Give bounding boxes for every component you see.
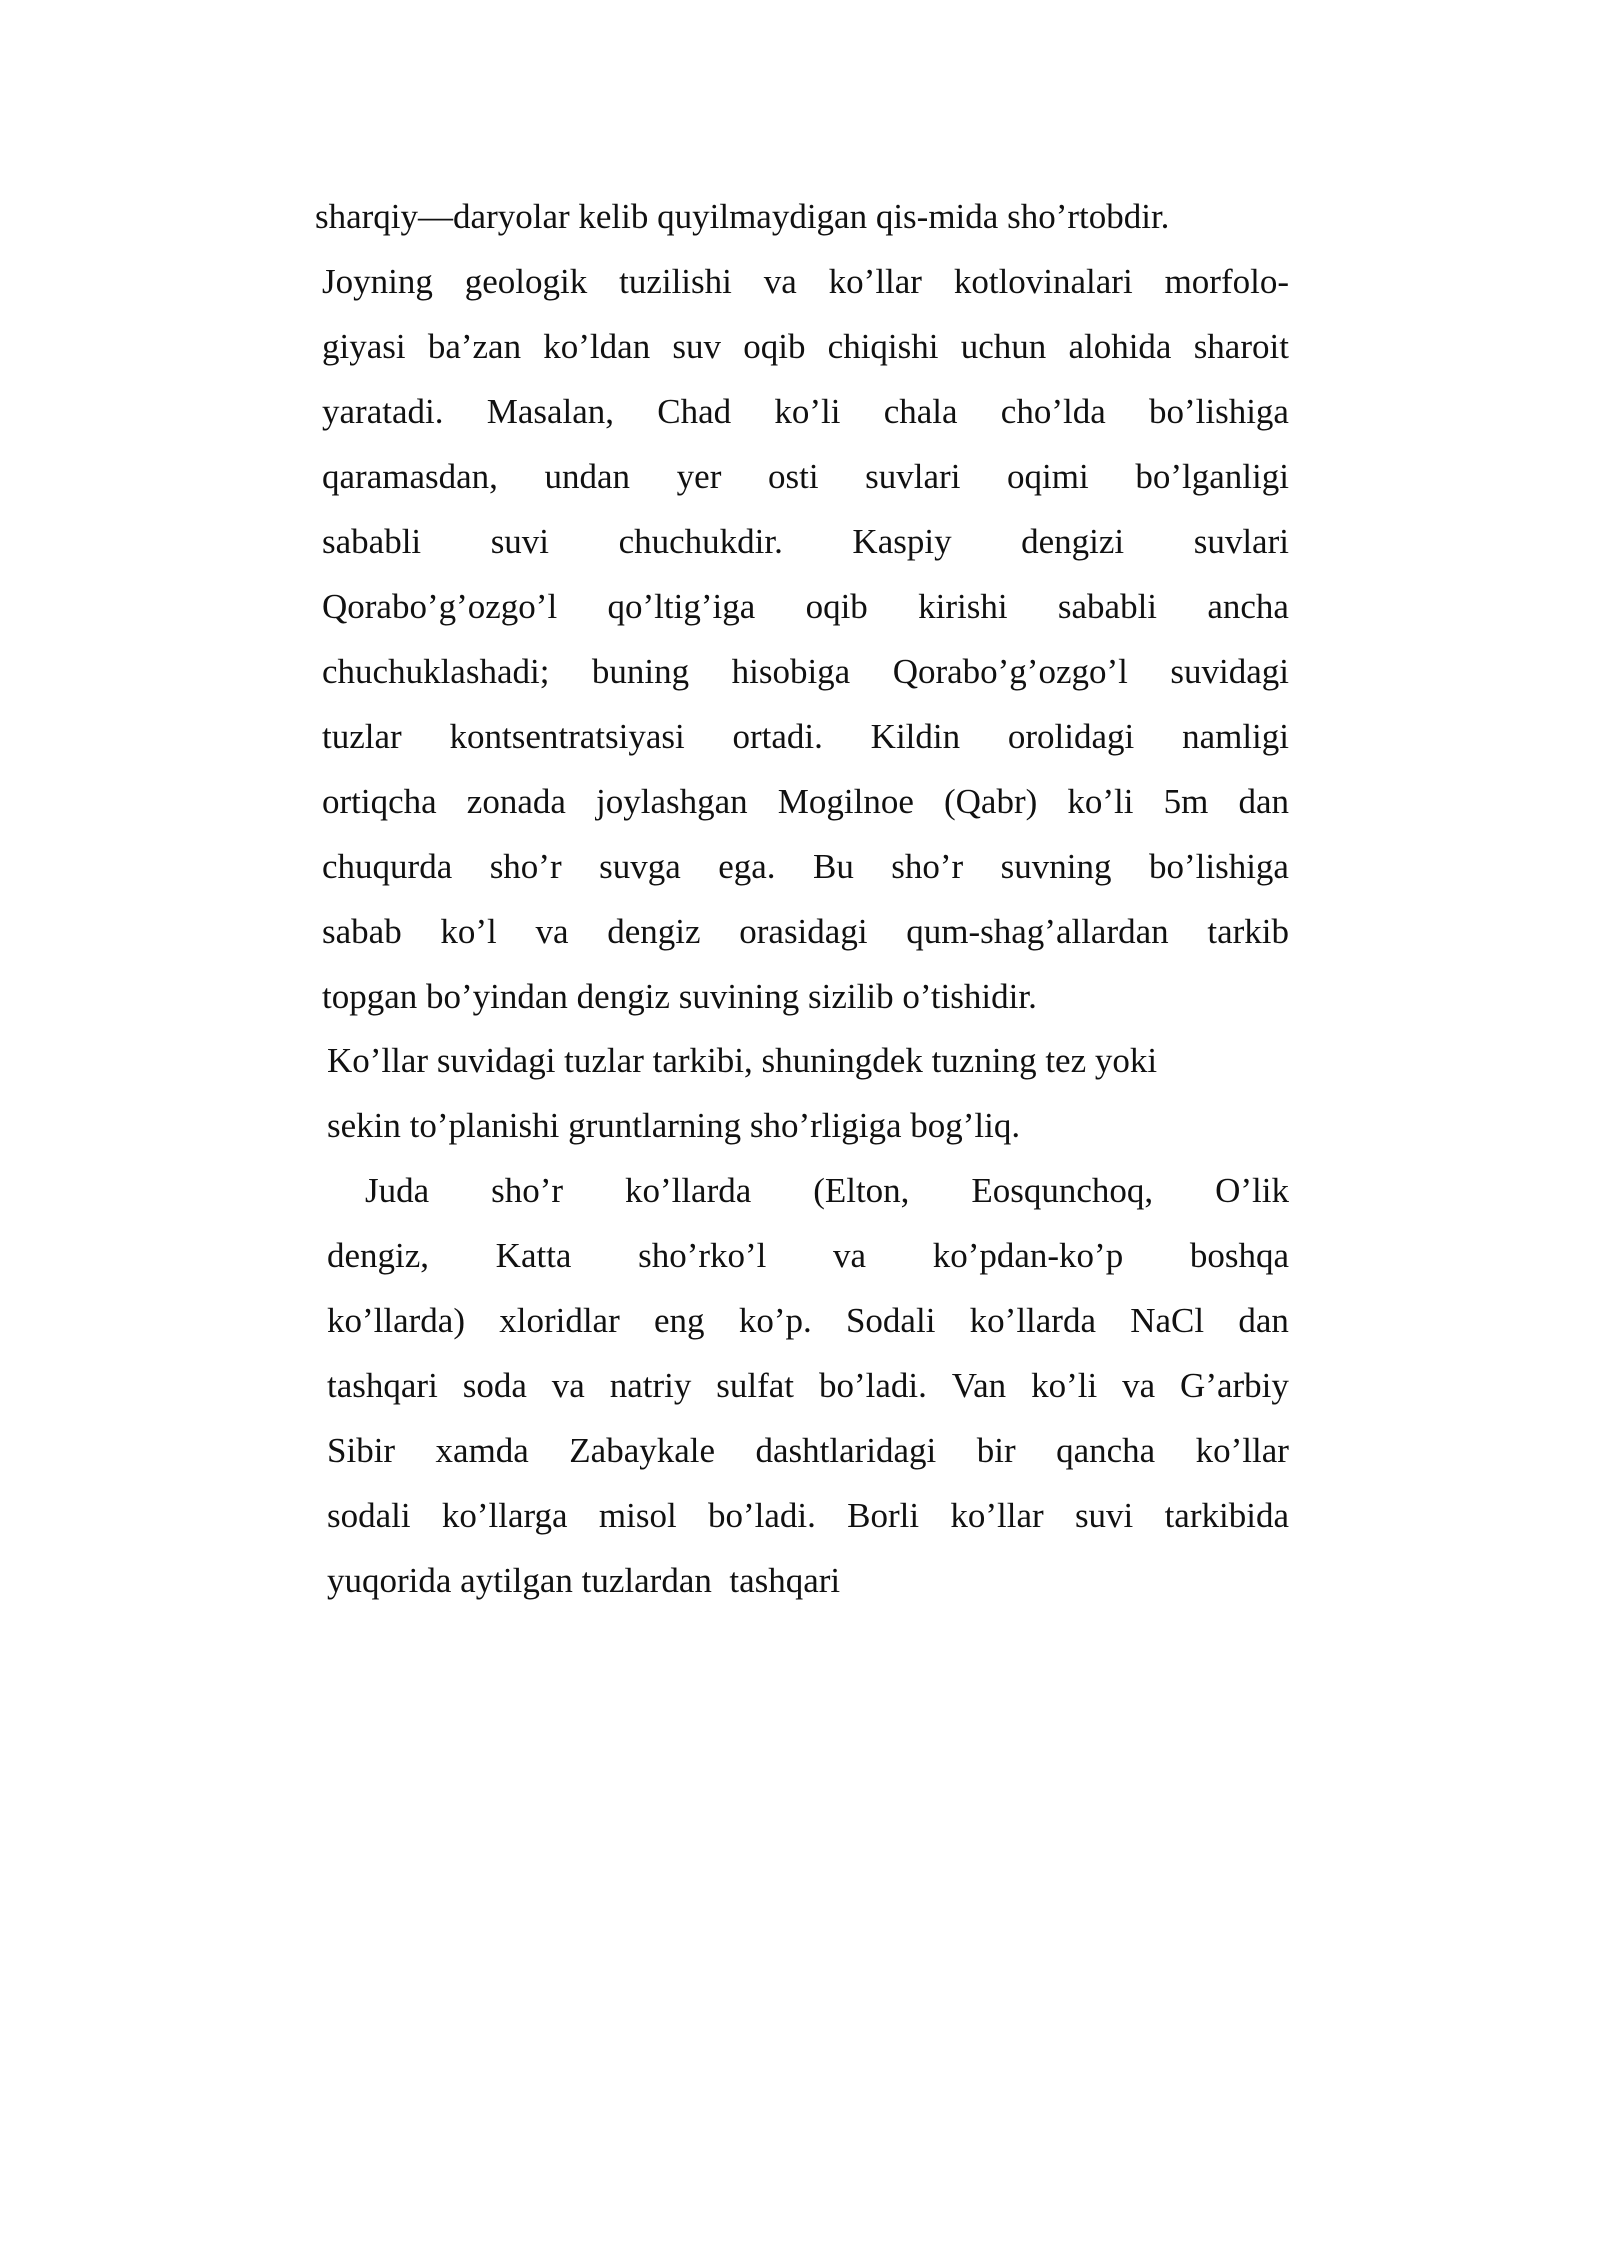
word: Borli — [847, 1496, 920, 1535]
word: bo’lganligi — [1135, 457, 1289, 496]
text-line: Ko’llar suvidagi tuzlar tarkibi, shuningdek tuzning tez yoki — [327, 1041, 1158, 1080]
word: Sibir — [327, 1431, 396, 1470]
word: soda — [462, 1366, 527, 1405]
word: Mogilnoe — [777, 782, 914, 821]
word: Kildin — [870, 717, 961, 756]
text-line: topgan bo’yindan dengiz suvining sizilib o’tishidir. — [322, 977, 1037, 1016]
word: sho’r — [491, 1171, 564, 1210]
word: ko’li — [774, 392, 841, 431]
word: chuchukdir. — [618, 522, 783, 561]
word: zonada — [466, 782, 566, 821]
word: ko’p. — [738, 1301, 812, 1340]
word: ba’zan — [427, 327, 522, 366]
text-line — [322, 574, 1289, 639]
word: ko’pdan-ko’p — [932, 1236, 1124, 1275]
word: orolidagi — [1007, 717, 1135, 756]
word: qancha — [1056, 1431, 1156, 1470]
word: chuchuklashadi; — [322, 652, 550, 691]
text-line — [322, 509, 1289, 574]
word: suvning — [1000, 847, 1112, 886]
word: xamda — [435, 1431, 529, 1470]
word: (Qabr) — [943, 782, 1038, 821]
word: dan — [1238, 1301, 1289, 1340]
word: Zabaykale — [569, 1431, 716, 1470]
word: natriy — [609, 1366, 692, 1405]
word: suvga — [599, 847, 681, 886]
word: ko’llar — [1195, 1431, 1289, 1470]
word: ko’li — [1067, 782, 1134, 821]
word: orasidagi — [739, 912, 868, 951]
paragraph-2 — [327, 1028, 1289, 1158]
word: suvi — [1074, 1496, 1134, 1535]
word: bo’ladi. — [707, 1496, 816, 1535]
word: Qorabo’g’ozgo’l — [892, 652, 1128, 691]
text-line — [327, 1223, 1289, 1288]
word: oqib — [805, 587, 868, 626]
word: suv — [672, 327, 722, 366]
word: ko’llarda — [969, 1301, 1096, 1340]
word: uchun — [960, 327, 1047, 366]
text-line — [322, 314, 1289, 379]
word: oqib — [743, 327, 806, 366]
word: Kaspiy — [852, 522, 952, 561]
word: ko’llar — [828, 262, 922, 301]
word: tashqari — [327, 1366, 438, 1405]
word: NaCl — [1130, 1301, 1205, 1340]
word: xloridlar — [499, 1301, 620, 1340]
word: sho’r — [891, 847, 964, 886]
word: ko’llarda) — [327, 1301, 465, 1340]
word: dengiz, — [327, 1236, 430, 1275]
word: buning — [591, 652, 690, 691]
word: Eosqunchoq, — [971, 1171, 1154, 1210]
text-line — [327, 1483, 1289, 1548]
word: chala — [883, 392, 958, 431]
word: va — [551, 1366, 585, 1405]
word: va — [1122, 1366, 1156, 1405]
word: 5m — [1163, 782, 1209, 821]
word: ko’l — [440, 912, 497, 951]
text-line — [327, 1288, 1289, 1353]
word: misol — [598, 1496, 677, 1535]
word: sharoit — [1193, 327, 1289, 366]
text-line — [322, 639, 1289, 704]
word: sulfat — [716, 1366, 795, 1405]
text-line — [322, 769, 1289, 834]
word: va — [833, 1236, 867, 1275]
paragraph-3 — [327, 1158, 1289, 1613]
text-line — [327, 1418, 1289, 1483]
word: (Elton, — [813, 1171, 910, 1210]
word: G’arbiy — [1180, 1366, 1289, 1405]
word: Sodali — [845, 1301, 936, 1340]
word: bir — [976, 1431, 1016, 1470]
text-line — [322, 249, 1289, 314]
word: qaramasdan, — [322, 457, 498, 496]
word: ko’li — [1031, 1366, 1098, 1405]
word: yer — [676, 457, 722, 496]
word: va — [535, 912, 569, 951]
word: ko’ldan — [543, 327, 651, 366]
word: ancha — [1207, 587, 1289, 626]
word: Van — [951, 1366, 1007, 1405]
word: sababli — [322, 522, 422, 561]
word: chiqishi — [827, 327, 939, 366]
word: Qorabo’g’ozgo’l — [322, 587, 558, 626]
word: bo’lishiga — [1148, 392, 1289, 431]
word: suvlari — [865, 457, 961, 496]
text-line — [322, 899, 1289, 964]
word: Masalan, — [486, 392, 615, 431]
word: oqimi — [1007, 457, 1089, 496]
word: hisobiga — [731, 652, 851, 691]
text-line: sekin to’planishi gruntlarning sho’rligiga bog’liq. — [327, 1106, 1021, 1145]
word: suvi — [490, 522, 550, 561]
word: ko’llar — [950, 1496, 1044, 1535]
word: ega. — [718, 847, 776, 886]
word: kirishi — [918, 587, 1008, 626]
word: kotlovinalari — [953, 262, 1133, 301]
word: sho’r — [489, 847, 562, 886]
paragraph-1 — [315, 184, 1289, 1029]
text-line — [322, 444, 1289, 509]
word: qum-shag’allardan — [906, 912, 1169, 951]
word: boshqa — [1189, 1236, 1289, 1275]
text-line — [327, 1158, 1289, 1223]
word: Joyning — [322, 262, 433, 301]
word: tarkib — [1207, 912, 1289, 951]
word: ortadi. — [732, 717, 823, 756]
word: Bu — [812, 847, 854, 886]
word: geologik — [464, 262, 588, 301]
word: eng — [654, 1301, 705, 1340]
word: alohida — [1068, 327, 1172, 366]
text-line — [322, 834, 1289, 899]
word: dengiz — [607, 912, 701, 951]
word: qo’ltig’iga — [607, 587, 756, 626]
word: tarkibida — [1164, 1496, 1289, 1535]
word: sho’rko’l — [638, 1236, 767, 1275]
word: joylashgan — [596, 782, 748, 821]
word: cho’lda — [1000, 392, 1106, 431]
word: dan — [1238, 782, 1289, 821]
word: Katta — [495, 1236, 572, 1275]
word: tuzlar — [322, 717, 402, 756]
word: sabab — [322, 912, 402, 951]
word: Juda — [365, 1171, 430, 1210]
word: sodali — [327, 1496, 411, 1535]
text-line — [327, 1353, 1289, 1418]
word: ortiqcha — [322, 782, 437, 821]
word: suvidagi — [1170, 652, 1289, 691]
text-line — [322, 379, 1289, 444]
word: sababli — [1057, 587, 1158, 626]
word: bo’lishiga — [1148, 847, 1289, 886]
word: dashtlaridagi — [755, 1431, 937, 1470]
word: suvlari — [1193, 522, 1289, 561]
text-line: yuqorida aytilgan tuzlardan tashqari — [327, 1561, 841, 1600]
word: namligi — [1182, 717, 1289, 756]
word: O’lik — [1215, 1171, 1289, 1210]
word: dengizi — [1021, 522, 1125, 561]
word: yaratadi. — [322, 392, 444, 431]
word: kontsentratsiyasi — [449, 717, 685, 756]
word: chuqurda — [322, 847, 453, 886]
word: ko’llarga — [441, 1496, 568, 1535]
word: tuzilishi — [619, 262, 732, 301]
word: morfolo- — [1164, 262, 1289, 301]
word: osti — [767, 457, 819, 496]
text-line — [322, 704, 1289, 769]
word: giyasi — [322, 327, 406, 366]
text-line: sharqiy—daryolar kelib quyilmaydigan qis-mida sho’rtobdir. — [315, 197, 1170, 236]
word: va — [763, 262, 797, 301]
word: Chad — [657, 392, 732, 431]
word: bo’ladi. — [818, 1366, 927, 1405]
word: undan — [544, 457, 631, 496]
word: ko’llarda — [624, 1171, 752, 1210]
